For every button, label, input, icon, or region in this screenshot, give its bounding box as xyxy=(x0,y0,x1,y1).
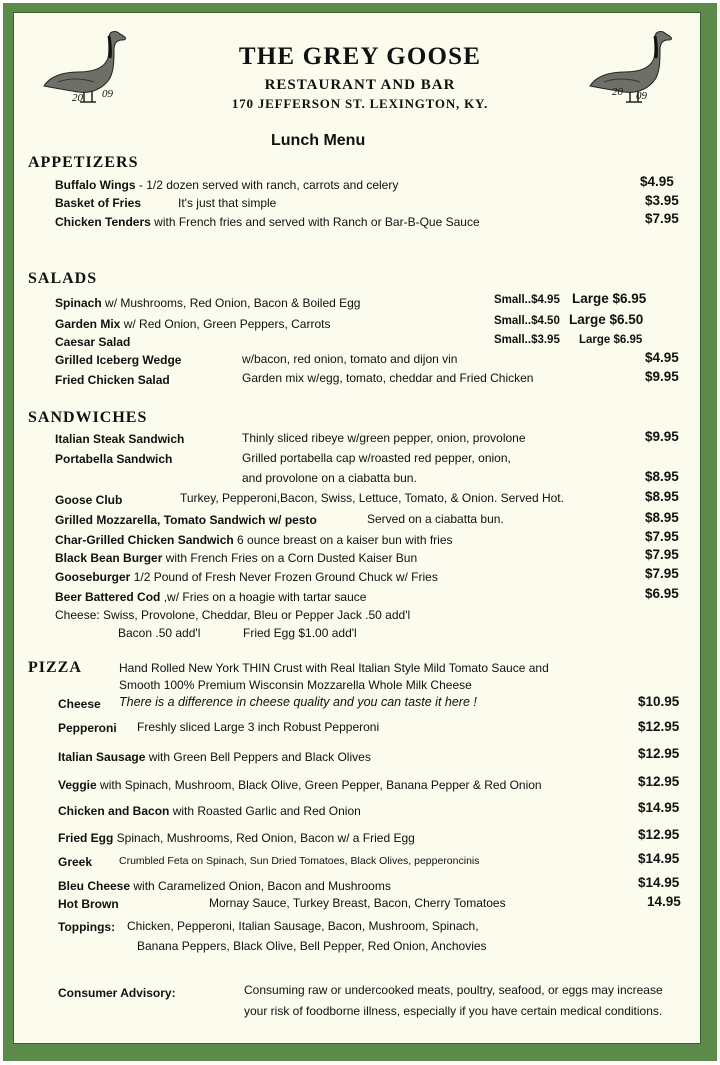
item-name: Chicken and Bacon xyxy=(58,804,170,818)
menu-item xyxy=(55,568,438,586)
item-price: $14.95 xyxy=(638,800,680,815)
item-name: Portabella Sandwich xyxy=(55,452,173,466)
item-desc: Turkey, Pepperoni,Bacon, Swiss, Lettuce, Tomato, & Onion. Served Hot. xyxy=(180,491,564,505)
item-price-small: Small..$4.95 xyxy=(494,294,560,306)
item-price: $7.95 xyxy=(645,211,679,226)
item-price: $12.95 xyxy=(638,719,680,734)
menu-item xyxy=(58,829,415,847)
item-desc: with Caramelized Onion, Bacon and Mushrooms xyxy=(130,879,391,893)
item-name: Basket of Fries xyxy=(55,196,142,210)
advisory-label: Consumer Advisory: xyxy=(58,986,176,1000)
item-price: $14.95 xyxy=(638,875,680,890)
item-price: $4.95 xyxy=(640,174,674,189)
toppings-line2: Banana Peppers, Black Olive, Bell Pepper, Red Onion, Anchovies xyxy=(137,939,487,953)
item-desc: ,w/ Fries on a hoagie with tartar sauce xyxy=(160,590,367,604)
item-price-small: Small..$3.95 xyxy=(494,334,560,346)
item-name: Italian Steak Sandwich xyxy=(55,432,185,446)
item-name: Gooseburger xyxy=(55,570,131,584)
item-name: Black Bean Burger xyxy=(55,551,163,565)
item-desc: Grilled portabella cap w/roasted red pepper, onion, xyxy=(242,451,511,465)
item-name: Cheese xyxy=(58,697,101,711)
item-name: Char-Grilled Chicken Sandwich xyxy=(55,533,234,547)
menu-item xyxy=(55,549,417,567)
item-desc: Freshly sliced Large 3 inch Robust Pepperoni xyxy=(137,720,380,734)
item-desc: Thinly sliced ribeye w/green pepper, onion, provolone xyxy=(242,431,526,445)
item-price-large: Large $6.95 xyxy=(572,291,647,306)
item-name: Pepperoni xyxy=(58,721,117,735)
item-price: $8.95 xyxy=(645,510,679,525)
item-desc: Garden mix w/egg, tomato, cheddar and Fried Chicken xyxy=(242,371,534,385)
item-desc: with French fries and served with Ranch or Bar-B-Que Sauce xyxy=(150,215,480,229)
menu-item xyxy=(58,776,542,794)
item-desc: w/bacon, red onion, tomato and dijon vin xyxy=(242,352,458,366)
item-name: Spinach xyxy=(55,296,102,310)
item-name: Fried Egg xyxy=(58,831,114,845)
item-price: $9.95 xyxy=(645,369,679,384)
item-price: $9.95 xyxy=(645,429,679,444)
menu-item xyxy=(55,588,366,606)
item-name: Hot Brown xyxy=(58,897,119,911)
restaurant-address: 170 JEFFERSON ST. LEXINGTON, KY. xyxy=(231,96,489,111)
item-name: Greek xyxy=(58,855,93,869)
menu-item xyxy=(55,531,453,549)
menu-item xyxy=(55,315,330,333)
section-heading-appetizers: APPETIZERS xyxy=(28,154,139,171)
pizza-intro-line2: Smooth 100% Premium Wisconsin Mozzarella Whole Milk Cheese xyxy=(119,678,472,692)
item-desc: with Green Bell Peppers and Black Olives xyxy=(145,750,371,764)
menu-item xyxy=(55,176,398,194)
item-price: $7.95 xyxy=(645,547,679,562)
logo-year-right-b: 09 xyxy=(636,90,647,102)
menu-item xyxy=(58,748,371,766)
item-name: Beer Battered Cod xyxy=(55,590,161,604)
item-desc-continued: and provolone on a ciabatta bun. xyxy=(242,471,417,485)
item-price: $8.95 xyxy=(645,489,679,504)
item-name: Fried Chicken Salad xyxy=(55,373,170,387)
item-price-large: Large $6.95 xyxy=(579,334,643,346)
toppings-label: Toppings: xyxy=(58,920,116,934)
item-name: Italian Sausage xyxy=(58,750,146,764)
item-desc: - 1/2 dozen served with ranch, carrots and celery xyxy=(135,178,399,192)
item-desc: Crumbled Feta on Spinach, Sun Dried Tomatoes, Black Olives, pepperoncinis xyxy=(119,855,480,867)
item-name: Grilled Iceberg Wedge xyxy=(55,353,182,367)
section-heading-sandwiches: SANDWICHES xyxy=(28,409,148,426)
logo-year-right-a: 20 xyxy=(612,86,623,98)
item-price: $4.95 xyxy=(645,350,679,365)
item-price: $14.95 xyxy=(638,851,680,866)
logo-year-left-b: 09 xyxy=(102,88,113,100)
toppings-line1: Chicken, Pepperoni, Italian Sausage, Bacon, Mushroom, Spinach, xyxy=(127,919,479,933)
menu-title: Lunch Menu xyxy=(271,132,366,149)
menu-item xyxy=(55,294,360,312)
item-desc: It's just that simple xyxy=(178,196,277,210)
item-desc: 6 ounce breast on a kaiser bun with fries xyxy=(233,533,453,547)
item-name: Buffalo Wings xyxy=(55,178,136,192)
item-desc: 1/2 Pound of Fresh Never Frozen Ground Chuck w/ Fries xyxy=(130,570,438,584)
pizza-intro-line1: Hand Rolled New York THIN Crust with Real Italian Style Mild Tomato Sauce and xyxy=(119,661,549,675)
item-price: $12.95 xyxy=(638,746,680,761)
item-desc: w/ Red Onion, Green Peppers, Carrots xyxy=(120,317,331,331)
item-price: $7.95 xyxy=(645,566,679,581)
bacon-addon: Bacon .50 add'l xyxy=(118,626,201,640)
logo-year-left-a: 20 xyxy=(72,92,83,104)
item-desc: There is a difference in cheese quality and you can taste it here ! xyxy=(119,695,477,709)
item-name: Garden Mix xyxy=(55,317,121,331)
item-desc: Spinach, Mushrooms, Red Onion, Bacon w/ a Fried Egg xyxy=(113,831,415,845)
item-price: $12.95 xyxy=(638,774,680,789)
section-heading-pizza: PIZZA xyxy=(28,659,82,676)
item-name: Grilled Mozzarella, Tomato Sandwich w/ pesto xyxy=(55,513,317,527)
item-desc: with French Fries on a Corn Dusted Kaiser Bun xyxy=(162,551,418,565)
advisory-line1: Consuming raw or undercooked meats, poultry, seafood, or eggs may increase xyxy=(244,983,663,997)
item-name: Caesar Salad xyxy=(55,335,131,349)
advisory-line2: your risk of foodborne illness, especially if you have certain medical conditions. xyxy=(244,1004,663,1018)
item-name: Chicken Tenders xyxy=(55,215,151,229)
item-name: Goose Club xyxy=(55,493,123,507)
menu-item xyxy=(58,877,391,895)
item-price: $8.95 xyxy=(645,469,679,484)
section-heading-salads: SALADS xyxy=(28,270,98,287)
item-price-small: Small..$4.50 xyxy=(494,315,560,327)
menu-item xyxy=(55,213,480,231)
item-desc: w/ Mushrooms, Red Onion, Bacon & Boiled Egg xyxy=(101,296,361,310)
item-price: $7.95 xyxy=(645,529,679,544)
item-desc: Mornay Sauce, Turkey Breast, Bacon, Cherry Tomatoes xyxy=(209,896,506,910)
item-price: 14.95 xyxy=(647,894,681,909)
cheese-addons: Cheese: Swiss, Provolone, Cheddar, Bleu or Pepper Jack .50 add'l xyxy=(55,608,411,622)
item-desc: with Roasted Garlic and Red Onion xyxy=(169,804,361,818)
item-desc: with Spinach, Mushroom, Black Olive, Green Pepper, Banana Pepper & Red Onion xyxy=(96,778,542,792)
item-price: $3.95 xyxy=(645,193,679,208)
item-price: $6.95 xyxy=(645,586,679,601)
item-price: $10.95 xyxy=(638,694,680,709)
item-price-large: Large $6.50 xyxy=(569,312,644,327)
item-desc: Served on a ciabatta bun. xyxy=(367,512,504,526)
restaurant-subtitle: RESTAURANT AND BAR xyxy=(264,77,456,93)
item-name: Bleu Cheese xyxy=(58,879,131,893)
item-name: Veggie xyxy=(58,778,97,792)
menu-item xyxy=(58,802,361,820)
restaurant-title: THE GREY GOOSE xyxy=(238,43,482,70)
egg-addon: Fried Egg $1.00 add'l xyxy=(243,626,357,640)
item-price: $12.95 xyxy=(638,827,680,842)
